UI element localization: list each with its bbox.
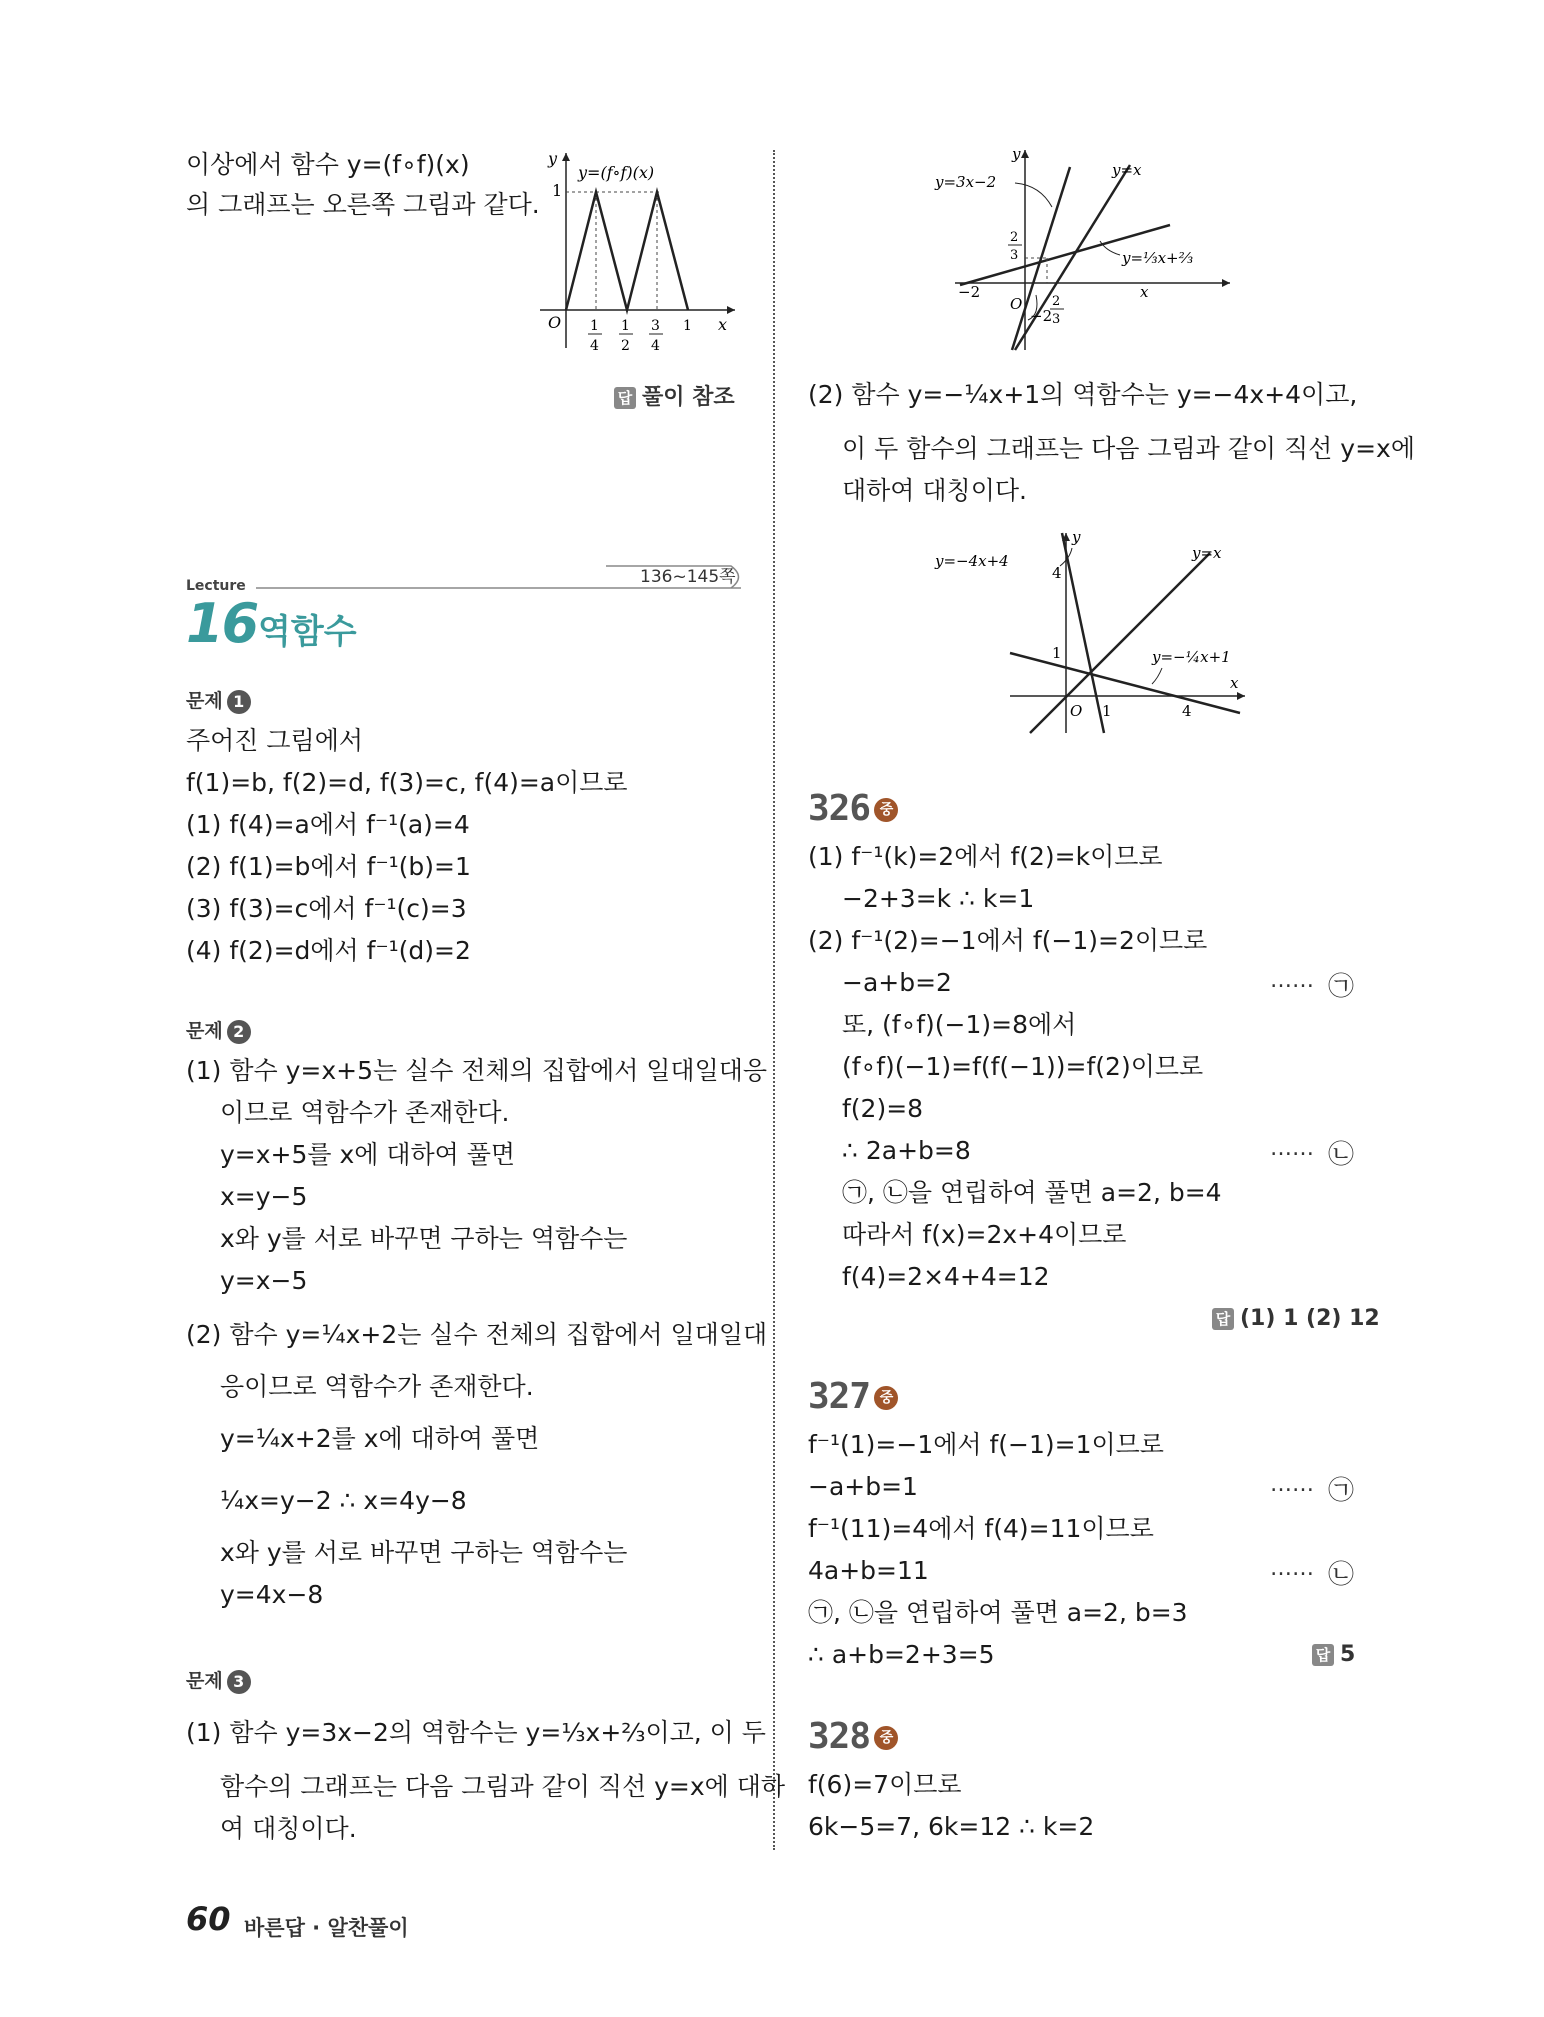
tick: 3 <box>1010 248 1019 263</box>
x-tick: 2 <box>621 338 630 354</box>
text-line: 따라서 f(x)=2x+4이므로 <box>842 1220 1127 1249</box>
text-line: (3) f(3)=c에서 f⁻¹(c)=3 <box>186 894 467 923</box>
column-divider <box>773 150 775 1850</box>
tick-y1: 1 <box>1052 644 1062 662</box>
text-line: −a+b=2 <box>842 968 952 997</box>
lecture-number: 16 <box>186 592 258 655</box>
x-tick: 1 <box>590 318 599 334</box>
dots: …… <box>1270 1472 1314 1497</box>
tick-x4: 4 <box>1182 702 1192 720</box>
text-line: y=4x−8 <box>220 1580 324 1609</box>
text-line: f(1)=b, f(2)=d, f(3)=c, f(4)=a이므로 <box>186 768 628 797</box>
answer-tag: 답 <box>614 387 636 409</box>
text-line: f⁻¹(11)=4에서 f(4)=11이므로 <box>808 1514 1154 1543</box>
marker-1: ㉠ <box>1328 972 1355 1002</box>
text-line: y=x−5 <box>220 1266 308 1295</box>
marker-2: ㉡ <box>1328 1560 1355 1590</box>
text-line: y=¼x+2를 x에 대하여 풀면 <box>220 1424 540 1453</box>
x-tick: 1 <box>621 318 630 334</box>
text-line: f⁻¹(1)=−1에서 f(−1)=1이므로 <box>808 1430 1164 1459</box>
text-line: 응이므로 역함수가 존재한다. <box>220 1372 534 1401</box>
tick: 2 <box>1052 294 1061 309</box>
text-line: (2) 함수 y=¼x+2는 실수 전체의 집합에서 일대일대 <box>186 1320 768 1349</box>
graph-f-of-f <box>530 148 740 358</box>
x-tick: 3 <box>651 318 660 334</box>
text-line: −2+3=k ∴ k=1 <box>842 884 1035 913</box>
page-number: 60 <box>186 1900 231 1938</box>
label-y-3x-2: y=3x−2 <box>935 173 997 191</box>
text-line: 함수의 그래프는 다음 그림과 같이 직선 y=x에 대하 <box>220 1772 786 1801</box>
dots: …… <box>1270 968 1314 993</box>
origin-label: O <box>1070 702 1083 720</box>
problem-326-number: 326 중 <box>808 788 898 829</box>
y-axis-label: y <box>1072 528 1081 546</box>
answer-tag: 답 <box>1212 1308 1234 1330</box>
text-line: (1) 함수 y=3x−2의 역함수는 y=⅓x+⅔이고, 이 두 <box>186 1718 766 1747</box>
footer-title: 바른답 · 알찬풀이 <box>244 1916 409 1940</box>
text-line: ¼x=y−2 ∴ x=4y−8 <box>220 1486 467 1515</box>
x-tick: 4 <box>651 338 660 354</box>
answer-tag: 답 <box>1312 1644 1334 1666</box>
text-line: 이상에서 함수 y=(f∘f)(x) <box>186 150 470 179</box>
text-line: 또, (f∘f)(−1)=8에서 <box>842 1010 1077 1039</box>
text-line: (1) f(4)=a에서 f⁻¹(a)=4 <box>186 810 470 839</box>
tick: 3 <box>1052 312 1061 327</box>
text-line: (2) 함수 y=−¼x+1의 역함수는 y=−4x+4이고, <box>808 380 1358 409</box>
text-line: x=y−5 <box>220 1182 308 1211</box>
x-tick: 4 <box>590 338 599 354</box>
problem-3-heading: 문제 3 <box>186 1666 251 1694</box>
origin-label: O <box>548 313 562 332</box>
text-line: (2) f(1)=b에서 f⁻¹(b)=1 <box>186 852 471 881</box>
marker-2: ㉡ <box>1328 1140 1355 1170</box>
text-line: f(2)=8 <box>842 1094 924 1123</box>
text-line: 이 두 함수의 그래프는 다음 그림과 같이 직선 y=x에 <box>842 434 1415 463</box>
text-line: y=x+5를 x에 대하여 풀면 <box>220 1140 516 1169</box>
text-line: ∴ a+b=2+3=5 <box>808 1640 995 1669</box>
marker-1: ㉠ <box>1328 1476 1355 1506</box>
answer-326: 답 (1) 1 (2) 12 <box>1212 1306 1380 1331</box>
origin-label: O <box>1010 295 1023 313</box>
tick: 2 <box>1010 230 1019 245</box>
graph-inverse-2 <box>930 528 1260 738</box>
dots: …… <box>1270 1136 1314 1161</box>
text-line: 6k−5=7, 6k=12 ∴ k=2 <box>808 1812 1095 1841</box>
graph-label: y=(f∘f)(x) <box>578 163 655 182</box>
tick-y4: 4 <box>1052 564 1062 582</box>
x-axis-label: x <box>1140 283 1149 301</box>
tick-y-bottom: −2 <box>1030 307 1053 325</box>
problem-327-number: 327 중 <box>808 1376 898 1417</box>
label-y-x: y=x <box>1112 161 1142 179</box>
text-line: (1) f⁻¹(k)=2에서 f(2)=k이므로 <box>808 842 1163 871</box>
text-line: −a+b=1 <box>808 1472 918 1501</box>
text-line: 이므로 역함수가 존재한다. <box>220 1098 510 1127</box>
dots: …… <box>1270 1556 1314 1581</box>
text-line: 여 대칭이다. <box>220 1814 357 1843</box>
text-line: 주어진 그림에서 <box>186 726 363 755</box>
answer-327: 답 5 <box>1312 1642 1355 1667</box>
label-y-quarter: y=−¼x+1 <box>1152 648 1231 666</box>
text-line: 4a+b=11 <box>808 1556 929 1585</box>
y-axis-label: y <box>548 149 558 168</box>
y-tick-1: 1 <box>552 181 563 200</box>
lecture-page-range: 136~145쪽 <box>640 567 736 587</box>
tick-x-left: −2 <box>958 283 981 301</box>
y-axis-label: y <box>1012 145 1021 163</box>
label-y-third: y=⅓x+⅔ <box>1122 249 1194 267</box>
lecture-title: 역함수 <box>258 612 357 652</box>
text-line: x와 y를 서로 바꾸면 구하는 역함수는 <box>220 1224 628 1253</box>
text-line: (4) f(2)=d에서 f⁻¹(d)=2 <box>186 936 471 965</box>
text-line: x와 y를 서로 바꾸면 구하는 역함수는 <box>220 1538 628 1567</box>
text-line: f(4)=2×4+4=12 <box>842 1262 1050 1291</box>
text-line: (2) f⁻¹(2)=−1에서 f(−1)=2이므로 <box>808 926 1208 955</box>
x-axis-label: x <box>1230 674 1239 692</box>
label-y-x: y=x <box>1192 544 1222 562</box>
tick-x1: 1 <box>1102 702 1112 720</box>
text-line: 대하여 대칭이다. <box>842 476 1027 505</box>
lecture-label: Lecture <box>186 578 246 594</box>
text-line: 의 그래프는 오른쪽 그림과 같다. <box>186 190 540 219</box>
x-axis-label: x <box>718 315 728 334</box>
text-line: ㉠, ㉡을 연립하여 풀면 a=2, b=4 <box>842 1178 1222 1207</box>
problem-328-number: 328 중 <box>808 1716 898 1757</box>
label-y-minus4x: y=−4x+4 <box>935 552 1009 570</box>
text-line: ∴ 2a+b=8 <box>842 1136 971 1165</box>
text-line: (1) 함수 y=x+5는 실수 전체의 집합에서 일대일대응 <box>186 1056 768 1085</box>
text-line: ㉠, ㉡을 연립하여 풀면 a=2, b=3 <box>808 1598 1188 1627</box>
problem-1-heading: 문제 1 <box>186 686 251 714</box>
problem-2-heading: 문제 2 <box>186 1016 251 1044</box>
x-tick: 1 <box>683 318 692 334</box>
answer-see-solution: 답 풀이 참조 <box>614 380 735 411</box>
text-line: f(6)=7이므로 <box>808 1770 962 1799</box>
text-line: (f∘f)(−1)=f(f(−1))=f(2)이므로 <box>842 1052 1204 1081</box>
graph-inverse-1 <box>930 145 1250 355</box>
